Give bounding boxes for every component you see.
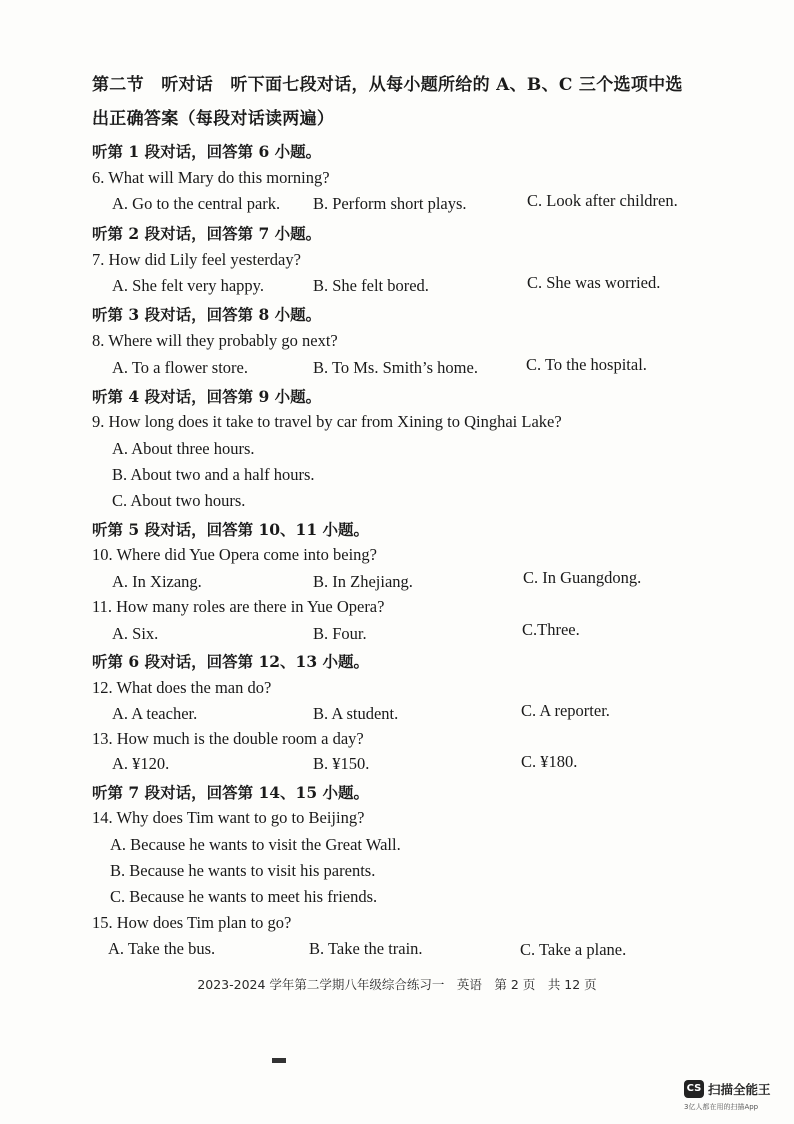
q12-option-b: B. A student.: [313, 704, 399, 723]
question-13: 13. How much is the double room a day?: [92, 729, 364, 748]
q13-option-c: C. ¥180.: [521, 752, 578, 771]
watermark-app-name: 扫描全能王: [708, 1082, 771, 1097]
q11-option-a: A. Six.: [112, 624, 159, 643]
question-14: 14. Why does Tim want to go to Beijing?: [92, 808, 365, 827]
q13-option-a: A. ¥120.: [112, 754, 170, 773]
q7-option-a: A. She felt very happy.: [112, 276, 264, 295]
camscanner-logo-icon: CS: [684, 1080, 704, 1098]
question-11: 11. How many roles are there in Yue Opera?: [92, 597, 385, 616]
q14-option-c: C. Because he wants to meet his friends.: [110, 887, 378, 906]
q8-option-a: A. To a flower store.: [112, 358, 249, 377]
q6-option-a: A. Go to the central park.: [112, 194, 281, 213]
section-instruction-3: 听第 3 段对话，回答第 8 小题。: [92, 305, 322, 324]
question-9: 9. How long does it take to travel by car from Xining to Qinghai Lake?: [92, 412, 562, 431]
q6-option-c: C. Look after children.: [527, 191, 678, 210]
q7-option-c: C. She was worried.: [527, 273, 661, 292]
section-instruction-2: 听第 2 段对话，回答第 7 小题。: [92, 224, 322, 243]
q10-option-b: B. In Zhejiang.: [313, 572, 413, 591]
q9-option-b: B. About two and a half hours.: [112, 465, 315, 484]
watermark-tagline: 3亿人都在用的扫描App: [684, 1103, 759, 1111]
q9-option-a: A. About three hours.: [112, 439, 255, 458]
section-instruction-1: 听第 1 段对话，回答第 6 小题。: [92, 142, 322, 161]
part-heading-line1: 第二节 听对话 听下面七段对话，从每小题所给的 A、B、C 三个选项中选: [92, 75, 683, 95]
q10-option-a: A. In Xizang.: [112, 572, 202, 591]
q9-option-c: C. About two hours.: [112, 491, 246, 510]
q15-option-c: C. Take a plane.: [520, 940, 627, 959]
question-12: 12. What does the man do?: [92, 678, 272, 697]
section-instruction-7: 听第 7 段对话，回答第 14、15 小题。: [92, 783, 370, 802]
q15-option-a: A. Take the bus.: [108, 939, 216, 958]
section-instruction-6: 听第 6 段对话，回答第 12、13 小题。: [92, 652, 370, 671]
q8-option-c: C. To the hospital.: [526, 355, 647, 374]
q10-option-c: C. In Guangdong.: [523, 568, 642, 587]
q8-option-b: B. To Ms. Smith’s home.: [313, 358, 478, 377]
q11-option-b: B. Four.: [313, 624, 367, 643]
q15-option-b: B. Take the train.: [309, 939, 423, 958]
q14-option-b: B. Because he wants to visit his parents.: [110, 861, 376, 880]
question-6: 6. What will Mary do this morning?: [92, 168, 330, 187]
q13-option-b: B. ¥150.: [313, 754, 370, 773]
q12-option-c: C. A reporter.: [521, 701, 610, 720]
part-heading-line2: 出正确答案（每段对话读两遍）: [92, 109, 335, 129]
q7-option-b: B. She felt bored.: [313, 276, 429, 295]
page-footer: 2023-2024 学年第二学期八年级综合练习一 英语 第 2 页 共 12 页: [197, 977, 597, 992]
question-7: 7. How did Lily feel yesterday?: [92, 250, 301, 269]
q12-option-a: A. A teacher.: [112, 704, 198, 723]
question-15: 15. How does Tim plan to go?: [92, 913, 292, 932]
q14-option-a: A. Because he wants to visit the Great Wall.: [110, 835, 401, 854]
q6-option-b: B. Perform short plays.: [313, 194, 467, 213]
scan-mark: [272, 1058, 286, 1063]
question-8: 8. Where will they probably go next?: [92, 331, 338, 350]
section-instruction-5: 听第 5 段对话，回答第 10、11 小题。: [92, 520, 370, 539]
section-instruction-4: 听第 4 段对话，回答第 9 小题。: [92, 387, 322, 406]
q11-option-c: C.Three.: [522, 620, 580, 639]
question-10: 10. Where did Yue Opera come into being?: [92, 545, 377, 564]
scanner-watermark: [684, 1078, 794, 1118]
